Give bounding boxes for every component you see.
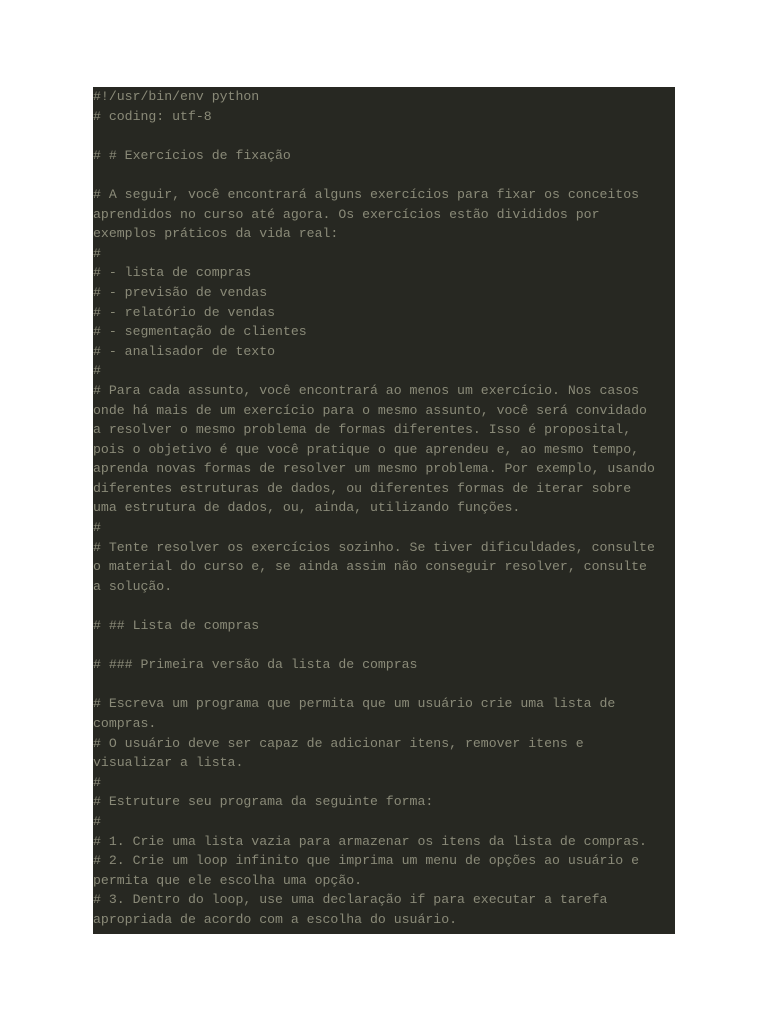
code-block	[93, 87, 675, 934]
code-line	[93, 126, 675, 146]
code-line: #	[93, 774, 101, 790]
code-line: #	[93, 813, 101, 829]
code-line	[93, 675, 675, 695]
code-line: #!/usr/bin/env python	[93, 89, 260, 104]
code-line: a solução.	[93, 578, 173, 594]
code-line: # Escreva um programa que permita que um usuário crie uma lista de	[93, 696, 616, 712]
code-line: uma estrutura de dados, ou, ainda, utilizando funções.	[93, 500, 521, 516]
code-line: compras.	[93, 716, 157, 731]
code-line: onde há mais de um exercício para o mesmo assunto, você será convidado	[93, 402, 647, 418]
code-line	[93, 165, 675, 185]
code-line: # ### Primeira versão da lista de compras	[93, 657, 418, 673]
code-line: # Para cada assunto, você encontrará ao menos um exercício. Nos casos	[93, 382, 640, 398]
code-line: o material do curso e, se ainda assim não conseguir resolver, consulte	[93, 559, 647, 575]
code-line: # - lista de compras	[93, 265, 252, 281]
code-line: # - previsão de vendas	[93, 284, 268, 300]
code-line: diferentes estruturas de dados, ou diferentes formas de iterar sobre	[93, 480, 632, 496]
code-line: # # Exercícios de fixação	[93, 147, 291, 163]
code-line: # A seguir, você encontrará alguns exercícios para fixar os conceitos	[93, 186, 640, 202]
code-line	[93, 636, 675, 656]
code-line: # ## Lista de compras	[93, 618, 260, 634]
code-line	[93, 596, 675, 616]
code-line: # 3. Dentro do loop, use uma declaração if para executar a tarefa	[93, 892, 608, 908]
code-line: a resolver o mesmo problema de formas diferentes. Isso é proposital,	[93, 422, 632, 438]
code-line: #	[93, 245, 101, 261]
code-line: # 1. Crie uma lista vazia para armazenar os itens da lista de compras.	[93, 833, 647, 849]
code-line: # coding: utf-8	[93, 108, 212, 124]
code-line: aprenda novas formas de resolver um mesmo problema. Por exemplo, usando	[93, 461, 655, 477]
code-line: # O usuário deve ser capaz de adicionar itens, remover itens e	[93, 735, 584, 751]
code-line: visualizar a lista.	[93, 755, 244, 771]
code-line: exemplos práticos da vida real:	[93, 226, 339, 242]
code-line: #	[93, 363, 101, 379]
code-line: apropriada de acordo com a escolha do usuário.	[93, 911, 458, 927]
code-line: pois o objetivo é que você pratique o que aprendeu e, ao mesmo tempo,	[93, 441, 640, 457]
code-line: # Estruture seu programa da seguinte forma:	[93, 794, 434, 810]
code-line: # - segmentação de clientes	[93, 324, 307, 340]
code-line: # 2. Crie um loop infinito que imprima um menu de opções ao usuário e	[93, 853, 640, 869]
code-line: permita que ele escolha uma opção.	[93, 872, 363, 888]
code-line: # - relatório de vendas	[93, 304, 276, 320]
code-line: aprendidos no curso até agora. Os exercícios estão divididos por	[93, 206, 600, 222]
code-line: # Tente resolver os exercícios sozinho. Se tiver dificuldades, consulte	[93, 539, 655, 555]
code-line: #	[93, 520, 101, 536]
code-line: # - analisador de texto	[93, 343, 276, 359]
